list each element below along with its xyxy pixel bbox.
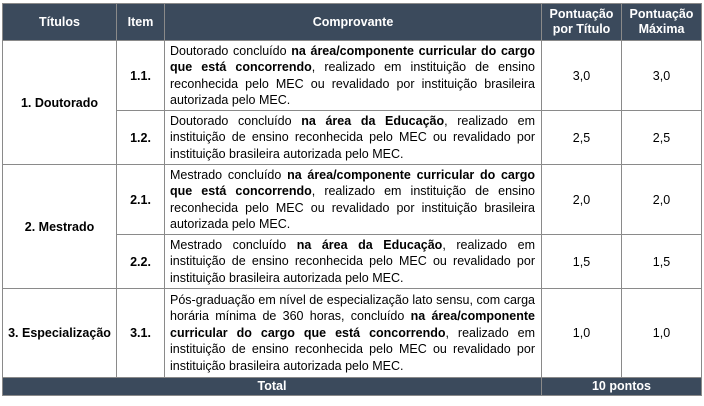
group-title-doutorado: 1. Doutorado bbox=[3, 41, 117, 165]
comprovante-text: , realizado em instituição de ensino reconhecida pelo MEC ou revalidado por instituição brasileira autorizada pelo MEC. bbox=[170, 184, 535, 231]
header-pontuacao-maxima bbox=[622, 4, 702, 41]
comprovante-text: Mestrado concluído bbox=[170, 167, 288, 182]
comprovante-text: , realizado em instituição de ensino reconhecida pelo MEC ou revalidado por instituição brasileira autorizada pelo MEC. bbox=[170, 325, 535, 373]
pontuacao-maxima: 2,0 bbox=[622, 165, 702, 235]
item-number: 1.2. bbox=[117, 111, 165, 165]
header-pontuacao-maxima-line1: Pontuação bbox=[629, 7, 694, 21]
pontuacao-por-titulo: 1,0 bbox=[542, 289, 622, 378]
comprovante-text: , realizado em instituição de ensino reconhecida pelo MEC ou revalidado por instituição brasileira autorizada pelo MEC. bbox=[170, 113, 535, 161]
table-row bbox=[3, 289, 702, 378]
pontuacao-maxima: 1,0 bbox=[622, 289, 702, 378]
comprovante-text: , realizado em instituição de ensino reconhecida pelo MEC ou revalidado por instituição brasileira autorizada pelo MEC. bbox=[170, 60, 535, 107]
header-comprovante: Comprovante bbox=[165, 4, 542, 41]
header-pontuacao-por-titulo bbox=[542, 4, 622, 41]
comprovante-cell bbox=[165, 111, 542, 165]
comprovante-bold: na área/componente curricular do cargo que está concorrendo bbox=[170, 43, 535, 74]
pontuacao-maxima: 2,5 bbox=[622, 111, 702, 165]
comprovante-text: Mestrado concluído bbox=[170, 237, 297, 252]
item-number: 2.2. bbox=[117, 235, 165, 289]
comprovante-bold: na área/componente curricular do cargo que está concorrendo bbox=[170, 309, 535, 340]
item-number: 1.1. bbox=[117, 41, 165, 111]
header-item: Item bbox=[117, 4, 165, 41]
comprovante-cell bbox=[165, 235, 542, 289]
comprovante-text: Doutorado concluído bbox=[170, 113, 302, 128]
scoring-table bbox=[2, 3, 702, 396]
header-pontuacao-por-titulo-line2: por Título bbox=[552, 22, 611, 36]
table-row bbox=[3, 165, 702, 235]
comprovante-bold: na área da Educação bbox=[301, 113, 445, 128]
comprovante-cell bbox=[165, 289, 542, 378]
comprovante-cell bbox=[165, 165, 542, 235]
pontuacao-por-titulo: 2,0 bbox=[542, 165, 622, 235]
table-row bbox=[3, 41, 702, 111]
comprovante-text: , realizado em instituição de ensino reconhecida pelo MEC ou revalidado por instituição brasileira autorizada pelo MEC. bbox=[170, 237, 535, 285]
header-pontuacao-por-titulo-line1: Pontuação bbox=[549, 7, 614, 21]
pontuacao-por-titulo: 2,5 bbox=[542, 111, 622, 165]
comprovante-text: Doutorado concluído bbox=[170, 43, 292, 58]
pontuacao-maxima: 3,0 bbox=[622, 41, 702, 111]
total-label: Total bbox=[3, 378, 542, 396]
header-titulos: Títulos bbox=[3, 4, 117, 41]
comprovante-bold: na área/componente curricular do cargo que está concorrendo bbox=[170, 167, 536, 198]
item-number: 3.1. bbox=[117, 289, 165, 378]
header-row bbox=[3, 4, 702, 41]
comprovante-bold: na área da Educação bbox=[296, 237, 443, 252]
group-title-mestrado: 2. Mestrado bbox=[3, 165, 117, 289]
total-row bbox=[3, 378, 702, 396]
header-pontuacao-maxima-line2: Máxima bbox=[638, 22, 685, 36]
comprovante-text: Pós-graduação em nível de especialização lato sensu, com carga horária mínima de 360 horas, concluído bbox=[170, 292, 535, 324]
comprovante-cell bbox=[165, 41, 542, 111]
pontuacao-por-titulo: 3,0 bbox=[542, 41, 622, 111]
item-number: 2.1. bbox=[117, 165, 165, 235]
total-value: 10 pontos bbox=[542, 378, 702, 396]
pontuacao-por-titulo: 1,5 bbox=[542, 235, 622, 289]
pontuacao-maxima: 1,5 bbox=[622, 235, 702, 289]
group-title-especializacao: 3. Especialização bbox=[3, 289, 117, 378]
